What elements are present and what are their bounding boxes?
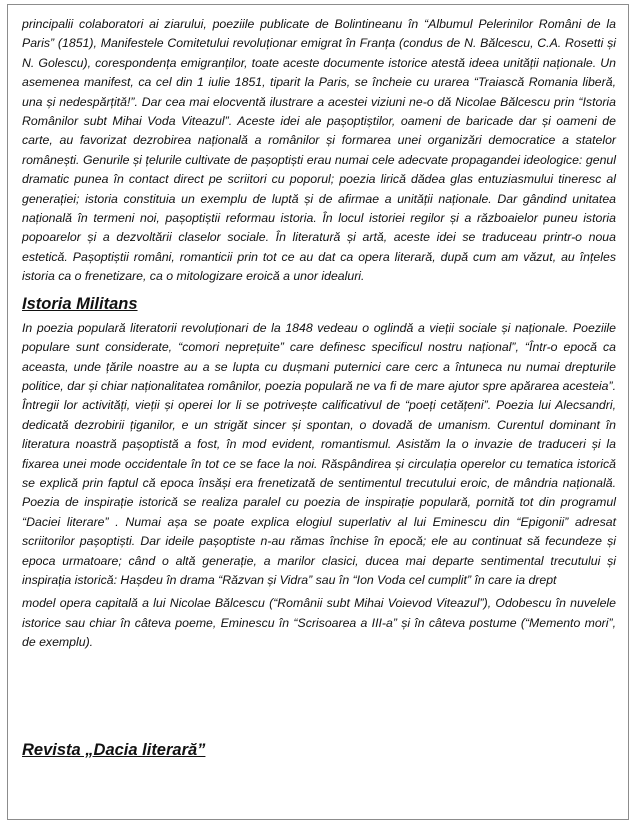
document-page [7,4,629,820]
heading-dacia-literara: Revista „Dacia literară” [22,741,206,759]
heading-istoria-militans: Istoria Militans [22,294,138,313]
paragraph-intro: principalii colaboratori ai ziarului, poeziile publicate de Bolintineanu în “Albumul Pelerinilor Români de la Paris” (1851), Manifestele Comitetului revoluționar emigrat în Franța (condus de N. Bălcescu, C.A. Rosetti și N. Golescu), corespondența emigranților, toate aceste documente istorice atestă ideea unității naționale. Un asemenea manifest, ca cel din 1 iulie 1851, tiparit la Paris, se încheie cu urarea “Traiască Romania liberă, una și nedespărțită!”. Dar cea mai elocventă ilustrare a acestei viziuni ne-o dă Nicolae Bălcescu prin “Istoria Românilor subt Mihai Voda Viteazul”. Aceste idei ale pașoptiștilor, oameni de baricade dar și oameni de carte, au favorizat dezrobirea națională a românilor și formarea unei organizări democratice a statelor românești. Genurile și țelurile cultivate de pașoptiști erau numai cele adecvate propagandei ideologice: genul dramatic punea în contact direct pe scriitori cu poporul; poezia lirică dădea glas entuziasmului tineresc al generației; istoria constituia un exemplu de luptă și de afirmae a unității naționale. Dar gândind unitatea națională în termeni noi, pașoptiștii reformau istoria. În locul istoriei regilor și a războaielor puneu istoria popoarelor și a dezvoltării claselor sociale. În literatură și artă, aceste idei se traduceau printr-o noua estetică. Pașoptiștii români, romanticii prin tot ce au dat ca opera literară, după cum am văzut, au înțeles istoria ca o frenetizare, ca o mitologizare eroică a unor idealuri. [22,17,616,284]
paragraph-militans: In poezia populară literatorii revoluționari de la 1848 vedeau o oglindă a vieții sociale și naționale. Poeziile populare sunt considerate, “comori neprețuite” care definesc specificul nostru național”, “Într-o epocă ca aceasta, unde țările noastre au a se lupta cu dușmani puternici care cerc a întuneca nu numai drepturile politice, dar și chiar naționalitatea românilor, poezia populară ne va fi de mare ajutor spre apărarea acesteia”. Întregii lor activități, vieții și operei lor li se potrivește calificativul de “poeți cetățeni”. Poezia lui Alecsandri, dedicată dezrobirii țiganilor, e un strigăt sincer și spontan, o dovadă de umanism. Curentul dominant în literatura noastră pașoptistă a fost, în mod evident, romantismul. Asistăm la o invazie de traduceri și la fixarea unei mode occidentale în tot ce se face la noi. Răspândirea și circulația operelor cu tematica istorică se explică prin faptul că epoca însăși era frenetizată de sentimentul trecutului eroic, de mândria națională. Poezia de inspirație istorică se realiza paralel cu poezia de inspirație populară, pornită tot din programul “Daciei literare” . Numai așa se poate explica elogiul superlativ al lui Eminescu din “Epigonii” adresat scriitorilor pașoptiști. Dar ideile pașoptiste n-au rămas închise în epocă; ele au continuat să fecundeze și epoca urmatoare; când o altă generație, a marilor clasici, ducea mai departe sentimental trecutului și inspirația istorică: Hașdeu în drama “Răzvan și Vidra” sau în “Ion Voda cel cumplit” în care ia drept [22,320,616,587]
document-body [22,15,616,759]
paragraph-continuation: model opera capitală a lui Nicolae Bălcescu (“Românii subt Mihai Voievod Viteazul”), Odobescu în nuvelele istorice sau chiar în câteva poeme, Eminescu în “Scrisoarea a III-a” și în câteva postume (“Memento mori”, de exemplu). [22,596,616,650]
